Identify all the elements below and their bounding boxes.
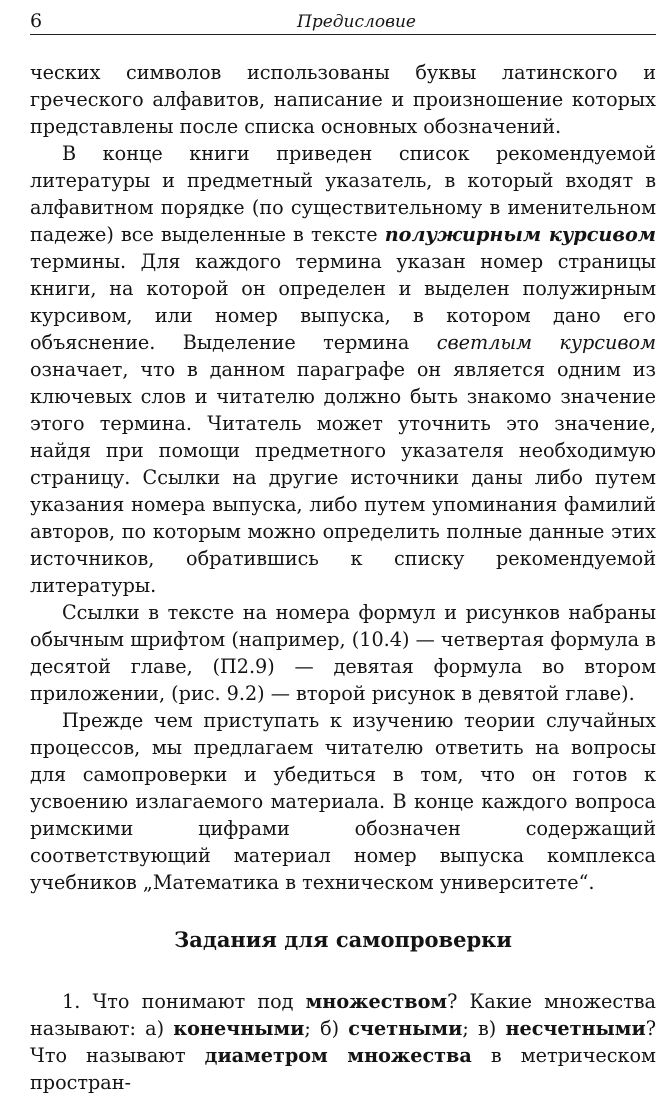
section-heading: Задания для самопроверки — [174, 927, 512, 952]
question-text: ; в) — [462, 1017, 506, 1040]
question-text: в метрическом простран- — [30, 1044, 656, 1094]
question-text: ? Какие множества называют: а) — [30, 990, 656, 1040]
bold-term: диаметром множества — [204, 1044, 472, 1067]
question-1 — [30, 988, 656, 1096]
paragraph-text: термины. Для каждого термина указан номер страницы книги, на которой он определен и выделен полужирным курсивом, или номер выпуска, в котором дано его объяснение. Выделение термина — [30, 250, 656, 354]
paragraph-references: Ссылки в тексте на номера формул и рисунков набраны обычным шрифтом (например, (10.4) — четвертая формула в десятой главе, (П2.9) — девятая формула во втором приложении, (рис. 9.2) — второй рисунок в девятой главе). — [30, 601, 656, 705]
paragraph-text: означает, что в данном параграфе он является одним из ключевых слов и читателю должно быть знакомо значение этого термина. Читатель может уточнить это значение, найдя при помощи предметного указателя необходимую страницу. Ссылки на другие источники даны либо путем указания номера выпуска, либо путем упоминания фамилий авторов, по которым можно определить полные данные этих источников, обратившись к списку рекомендуемой литературы. — [30, 358, 656, 597]
bold-term: конечными — [173, 1017, 305, 1040]
running-header — [30, 0, 656, 35]
paragraph-index-note — [30, 140, 656, 599]
page-number: 6 — [30, 10, 43, 32]
page-body — [30, 59, 656, 1096]
italic-term: светлым курсивом — [436, 331, 656, 354]
question-text: ; б) — [304, 1017, 349, 1040]
running-title: Предисловие — [297, 12, 416, 32]
paragraph-before-start: Прежде чем приступать к изучению теории случайных процессов, мы предлагаем читателю ответить на вопросы для самопроверки и убедиться в том, что он готов к усвоению излагаемого материала. В конце каждого вопроса римскими цифрами обозначен содержащий соответствующий материал номер выпуска комплекса учебников „Математика в техническом университете“. — [30, 709, 656, 894]
bold-term: несчетными — [505, 1017, 646, 1040]
question-text: 1. Что понимают под — [62, 990, 306, 1013]
question-text: ? Что называют — [30, 1017, 656, 1067]
bold-term: счетными — [348, 1017, 463, 1040]
paragraph-continuation: ческих символов использованы буквы латинского и греческого алфавитов, написание и произношение которых представлены после списка основных обозначений. — [30, 61, 656, 138]
bold-term: множеством — [305, 990, 448, 1013]
bold-italic-term: полужирным курсивом — [384, 223, 657, 246]
paragraph-text: В конце книги приведен список рекомендуемой литературы и предметный указатель, в который входят в алфавитном порядке (по существительному в именительном падеже) все выделенные в тексте — [30, 142, 656, 246]
